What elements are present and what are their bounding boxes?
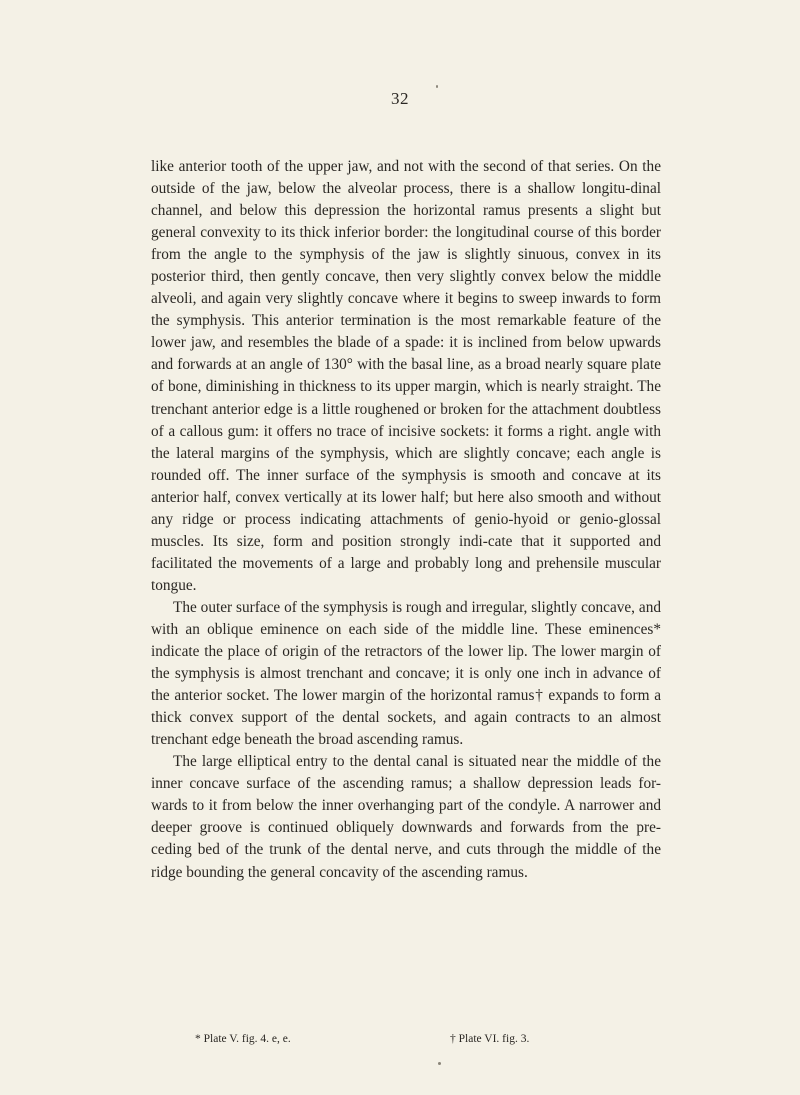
paragraph: The outer surface of the symphysis is rough and irregular, slightly concave, and with an oblique eminence on each side of the middle line. These eminences* indicate the place of origin of the retractors of the lower lip. The lower margin of the symphysis is almost trenchant and concave; it is only one inch in advance of the anterior socket. The lower margin of the horizontal ramus† expands to form a thick convex support of the dental sockets, and again contracts to an almost trenchant edge beneath the broad ascending ramus. (151, 598, 661, 749)
paragraph: like anterior tooth of the upper jaw, and not with the second of that series. On the outside of the jaw, below the alveolar process, there is a shallow longitu-dinal channel, and below this depression the horizontal ramus presents a slight but general convexity to its thick inferior border: the longitudinal course of this border from the angle to the symphysis of the jaw is slightly sinuous, convex in its posterior third, then gently concave, then very slightly convex below the middle alveoli, and again very slightly concave where it begins to sweep inwards to form the symphysis. This anterior termination is the most remarkable feature of the lower jaw, and resembles the blade of a spade: it is inclined from below upwards and forwards at an angle of 130° with the basal line, as a broad nearly square plate of bone, diminishing in thickness to its upper margin, which is nearly straight. The trenchant anterior edge is a little roughened or broken for the attachment doubtless of a callous gum: it offers no trace of incisive sockets: it forms a right. angle with the lateral margins of the symphysis, which are slightly concave; each angle is rounded off. The inner surface of the symphysis is smooth and concave at its anterior half, convex vertically at its lower half; but here also smooth and without any ridge or process indicating attachments of genio-hyoid or genio-glossal muscles. Its size, form and position strongly indi-cate that it supported and facilitated the movements of a large and probably long and prehensile muscular tongue. (151, 158, 661, 594)
page-number: 32 (391, 89, 409, 108)
paper-speck-decoration (438, 1062, 441, 1065)
paper-speck-decoration (436, 85, 438, 88)
paragraph: The large elliptical entry to the dental canal is situated near the middle of the inner concave surface of the ascending ramus; a shallow depression leads for-wards to it from below the inner overhanging part of the condyle. A narrower and deeper groove is continued obliquely downwards and forwards from the pre-ceding bed of the trunk of the dental nerve, and cuts through the middle of the ridge bounding the general concavity of the ascending ramus. (151, 753, 661, 881)
footnote-plate-v: * Plate V. fig. 4. e, e. (195, 1033, 291, 1045)
body-text (151, 156, 661, 884)
footnote-plate-vi: † Plate VI. fig. 3. (450, 1033, 530, 1045)
